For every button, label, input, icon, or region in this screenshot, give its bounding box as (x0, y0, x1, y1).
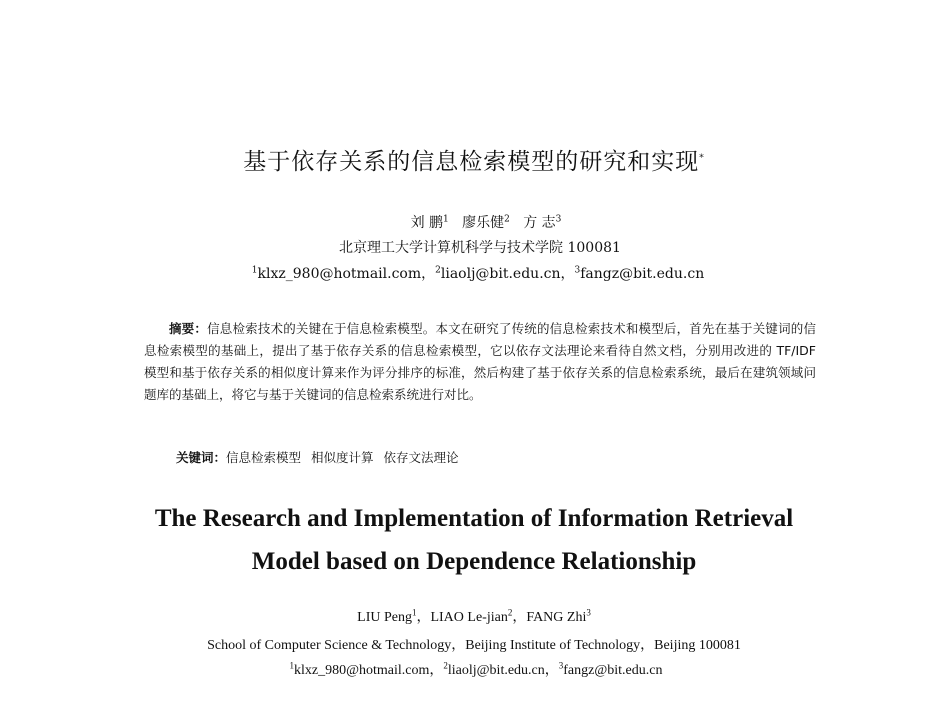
author-name: LIAO Le-jian (430, 610, 508, 625)
author-sup: 2 (504, 214, 510, 225)
email-sup: 2 (435, 265, 441, 276)
email-address: klxz_980@hotmail.com (257, 266, 422, 282)
author-name: 方 志 (523, 215, 556, 231)
separator: ， (429, 663, 444, 678)
english-title-line-1: The Research and Implementation of Information Retrieval (154, 505, 794, 532)
separator: ， (416, 610, 431, 625)
author-name: FANG Zhi (526, 610, 587, 625)
email-sup: 3 (558, 660, 564, 671)
author-sup: 3 (586, 607, 591, 618)
email-address: klxz_980@hotmail.com (294, 663, 430, 678)
english-title-line-2: Model based on Dependence Relationship (251, 548, 697, 575)
keyword: 相似度计算 (311, 450, 374, 465)
english-emails (2, 659, 948, 679)
separator: ， (421, 266, 436, 282)
chinese-title-text: 基于依存关系的信息检索模型的研究和实现 (243, 149, 700, 175)
chinese-affiliation: 北京理工大学计算机科学与技术学院 100081 (339, 240, 621, 256)
english-authors (0, 606, 948, 626)
author-sup: 3 (555, 214, 562, 225)
abstract-text: 信息检索技术的关键在于信息检索模型。本文在研究了传统的信息检索技术和模型后，首先在基于关键词的信息检索模型的基础上，提出了基于依存关系的信息检索模型，它以依存文法理论来看待自然文档，分别用改进的 TF/IDF 模型和基于依存关系的相似度计算来作为评分排序的标准，然后构建了基于依存关系的信息检索系统，最后在建筑领域问题库的基础上，将它与基于关键词的信息检索系统进行对比。 (144, 321, 816, 402)
email-address: fangz@bit.edu.cn (563, 663, 663, 678)
separator: ， (560, 266, 575, 282)
keywords-label: 关键词： (176, 450, 227, 465)
abstract-label: 摘要： (168, 321, 208, 336)
author-name: LIU Peng (357, 610, 412, 625)
author-sup: 1 (443, 214, 449, 225)
title-footnote-mark: * (699, 153, 705, 164)
email-sup: 1 (251, 265, 258, 276)
email-address: fangz@bit.edu.cn (580, 266, 705, 282)
email-address: liaolj@bit.edu.cn (447, 663, 545, 678)
email-sup: 1 (289, 660, 295, 671)
author-name: 刘 鹏 (410, 215, 444, 231)
email-address: liaolj@bit.edu.cn (440, 266, 561, 282)
english-affiliation: School of Computer Science & Technology，Beijing Institute of Technology，Beijing 100081 (207, 638, 741, 653)
email-sup: 2 (443, 660, 448, 671)
email-sup: 3 (574, 265, 581, 276)
chinese-keywords (176, 448, 469, 466)
author-name: 廖乐健 (462, 215, 505, 231)
chinese-abstract (144, 318, 816, 406)
keyword: 信息检索模型 (226, 450, 302, 465)
author-sup: 2 (507, 607, 513, 618)
keyword: 依存文法理论 (383, 450, 459, 465)
chinese-authors (12, 212, 948, 232)
separator: ， (544, 663, 559, 678)
chinese-emails (4, 263, 948, 283)
author-sup: 1 (411, 607, 417, 618)
chinese-title (0, 143, 948, 176)
separator: ， (512, 610, 527, 625)
